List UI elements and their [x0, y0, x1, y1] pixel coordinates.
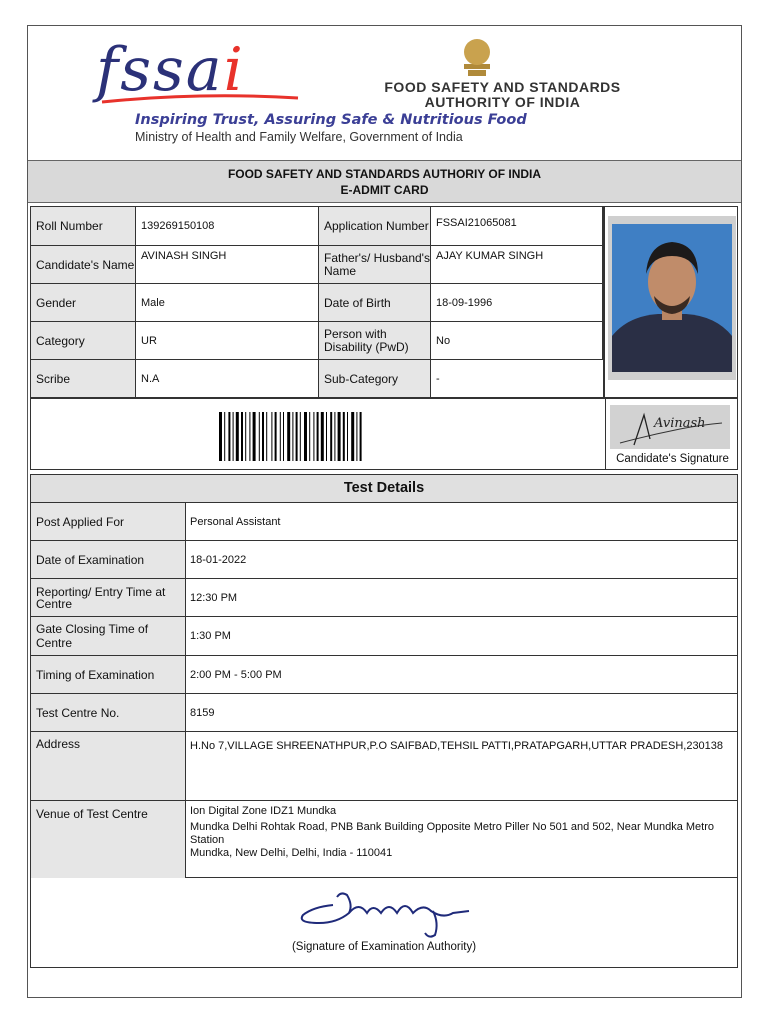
- tagline: Inspiring Trust, Assuring Safe & Nutritious Food: [135, 112, 527, 128]
- barcode-row: [30, 398, 738, 470]
- national-emblem-icon: [456, 34, 498, 78]
- candidate-name-value: AVINASH SINGH: [136, 246, 319, 284]
- table-row: [31, 503, 737, 541]
- authority-signature-image: [293, 883, 473, 941]
- table-row: [31, 801, 737, 878]
- reporting-time-label: Reporting/ Entry Time at Centre: [31, 579, 186, 616]
- candidate-signature-image: [610, 405, 730, 449]
- test-centre-no-label: Test Centre No.: [31, 694, 186, 731]
- table-row: [31, 617, 737, 656]
- venue-label: Venue of Test Centre: [31, 801, 186, 878]
- table-row: [31, 656, 737, 694]
- dob-value: 18-09-1996: [431, 284, 603, 322]
- reporting-time-value: 12:30 PM: [190, 591, 238, 604]
- barcode-icon: [219, 412, 427, 461]
- gender-value: Male: [136, 284, 319, 322]
- org-name-line2: AUTHORITY OF INDIA: [424, 94, 581, 110]
- candidate-name-label: Candidate's Name: [31, 246, 136, 284]
- subcategory-label: Sub-Category: [319, 360, 431, 397]
- father-name-value: AJAY KUMAR SINGH: [431, 246, 603, 284]
- table-row: [31, 579, 737, 617]
- application-number-label: Application Number: [319, 207, 431, 246]
- post-applied-label: Post Applied For: [31, 503, 186, 540]
- subcategory-value: -: [436, 372, 440, 385]
- pwd-label: Person with Disability (PwD): [319, 322, 431, 360]
- scribe-label: Scribe: [31, 360, 136, 397]
- title-line1: FOOD SAFETY AND STANDARDS AUTHORIY OF INDIA: [227, 167, 542, 181]
- venue-line1: Ion Digital Zone IDZ1 Mundka: [190, 805, 337, 817]
- title-line2: E-ADMIT CARD: [340, 183, 429, 197]
- post-applied-value: Personal Assistant: [190, 515, 281, 528]
- photo-box: [604, 206, 738, 398]
- table-row: [31, 541, 737, 579]
- roll-number-label: Roll Number: [31, 207, 136, 246]
- candidate-signature-box: [605, 399, 738, 469]
- gender-label: Gender: [31, 284, 136, 322]
- gate-closing-value: 1:30 PM: [190, 630, 231, 642]
- test-centre-no-value: 8159: [190, 706, 215, 719]
- authority-signature-box: [30, 878, 738, 968]
- org-name-line1: FOOD SAFETY AND STANDARDS: [384, 79, 621, 95]
- exam-date-value: 18-01-2022: [190, 553, 247, 566]
- venue-line2: Mundka Delhi Rohtak Road, PNB Bank Building Opposite Metro Piller No 501 and 502, Near Mundka Metro Station: [190, 821, 714, 846]
- ministry-text: Ministry of Health and Family Welfare, Government of India: [135, 130, 463, 144]
- exam-timing-value: 2:00 PM - 5:00 PM: [190, 668, 282, 681]
- test-details-heading: Test Details: [30, 474, 738, 503]
- svg-text:Avinash: Avinash: [654, 416, 706, 431]
- table-row: [31, 732, 737, 801]
- authority-signature-caption: (Signature of Examination Authority): [291, 941, 477, 953]
- father-name-label: Father's/ Husband's Name: [319, 246, 431, 284]
- address-value: H.No 7,VILLAGE SHREENATHPUR,P.O SAIFBAD,TEHSIL PATTI,PRATAPGARH,UTTAR PRADESH,230138: [190, 740, 724, 752]
- application-number-value: FSSAI21065081: [431, 207, 603, 246]
- scribe-value: N.A: [136, 360, 319, 397]
- exam-date-label: Date of Examination: [31, 541, 186, 578]
- pwd-value: No: [431, 322, 603, 360]
- exam-timing-label: Timing of Examination: [31, 656, 186, 693]
- category-value: UR: [136, 322, 319, 360]
- fssai-logo: fssai: [96, 35, 245, 105]
- test-details-grid: [30, 503, 738, 878]
- title-band: [28, 160, 741, 203]
- dob-label: Date of Birth: [319, 284, 431, 322]
- table-row: [31, 694, 737, 732]
- address-label: Address: [31, 732, 186, 800]
- candidate-photo: [608, 216, 736, 380]
- candidate-details-grid: [30, 206, 604, 398]
- venue-value: [190, 801, 733, 878]
- category-label: Category: [31, 322, 136, 360]
- candidate-signature-caption: Candidate's Signature: [616, 453, 729, 465]
- venue-line3: Mundka, New Delhi, Delhi, India - 110041: [190, 847, 393, 859]
- logo-swoosh-icon: [100, 94, 300, 104]
- roll-number-value: 139269150108: [136, 207, 319, 246]
- gate-closing-label: Gate Closing Time of Centre: [31, 617, 186, 655]
- org-name: [340, 80, 665, 110]
